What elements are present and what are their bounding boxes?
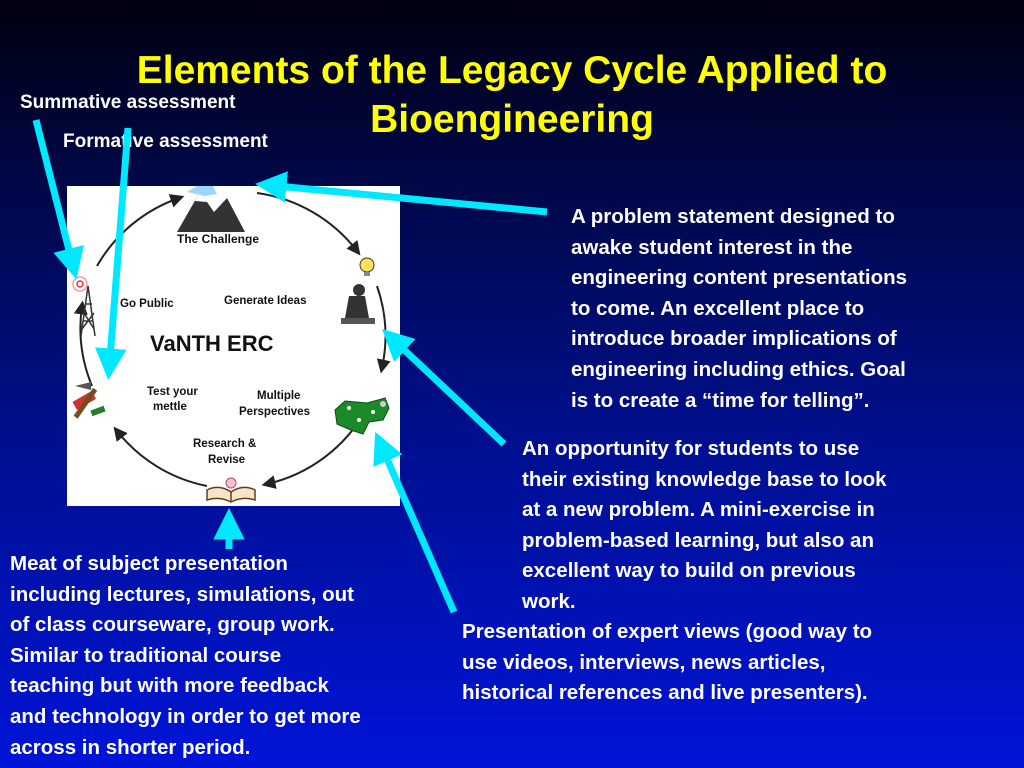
challenge-description-line: engineering including ethics. Goal — [571, 357, 906, 381]
generate-ideas-description-line: excellent way to build on previous — [522, 559, 856, 583]
cycle-center-label: VaNTH ERC — [150, 331, 274, 356]
title-line-2: Bioengineering — [370, 98, 654, 141]
generate-ideas-description-line: their existing knowledge base to look — [522, 467, 887, 491]
challenge-arrow — [277, 186, 547, 212]
research-description-line: Similar to traditional course — [10, 643, 282, 667]
stage-label-test-your-mettle-1: Test your — [147, 386, 198, 398]
research-description-line: and technology in order to get more — [10, 704, 361, 728]
stage-label-multiple-perspectives-1: Multiple — [257, 390, 301, 402]
research-description-line: including lectures, simulations, out — [10, 582, 354, 606]
perspectives-arrow — [384, 452, 454, 612]
perspectives-description-line: use videos, interviews, news articles, — [462, 650, 826, 674]
generate-ideas-description-line: at a new problem. A mini-exercise in — [522, 498, 875, 522]
research-description-line: teaching but with more feedback — [10, 674, 329, 698]
stage-label-research-revise-2: Revise — [208, 454, 246, 466]
generate-ideas-arrow — [398, 344, 504, 444]
generate-ideas-description-line: An opportunity for students to use — [522, 437, 860, 460]
research-description-line: of class courseware, group work. — [10, 613, 335, 637]
title-line-1: Elements of the Legacy Cycle Applied to — [136, 49, 888, 92]
perspectives-description-line: historical references and live presenters). — [462, 681, 868, 705]
research-description-line: Meat of subject presentation — [10, 552, 288, 575]
stage-label-test-your-mettle-2: mettle — [153, 401, 187, 413]
perspectives-description-line: Presentation of expert views (good way to — [462, 620, 873, 643]
challenge-description-line: is to create a “time for telling”. — [571, 388, 870, 412]
formative-assessment-label: Formative assessment — [63, 131, 268, 152]
challenge-description-line: to come. An excellent place to — [571, 296, 865, 320]
stage-label-generate-ideas: Generate Ideas — [224, 295, 307, 307]
generate-ideas-description-line: problem-based learning, but also an — [522, 528, 874, 552]
formative-assessment-arrow — [110, 128, 128, 358]
challenge-description-line: introduce broader implications of — [571, 327, 897, 351]
generate-ideas-description-line: work. — [522, 589, 576, 613]
summative-assessment-arrow — [36, 120, 71, 258]
stage-label-challenge: The Challenge — [177, 232, 260, 246]
stage-label-go-public: Go Public — [120, 298, 174, 310]
challenge-description-line: A problem statement designed to — [571, 205, 895, 228]
challenge-description-line: awake student interest in the — [571, 235, 853, 259]
stage-label-multiple-perspectives-2: Perspectives — [239, 406, 310, 418]
research-description-line: across in shorter period. — [10, 735, 251, 759]
stage-label-research-revise-1: Research & — [193, 438, 257, 450]
challenge-description-line: engineering content presentations — [571, 266, 908, 290]
summative-assessment-label: Summative assessment — [20, 92, 236, 113]
